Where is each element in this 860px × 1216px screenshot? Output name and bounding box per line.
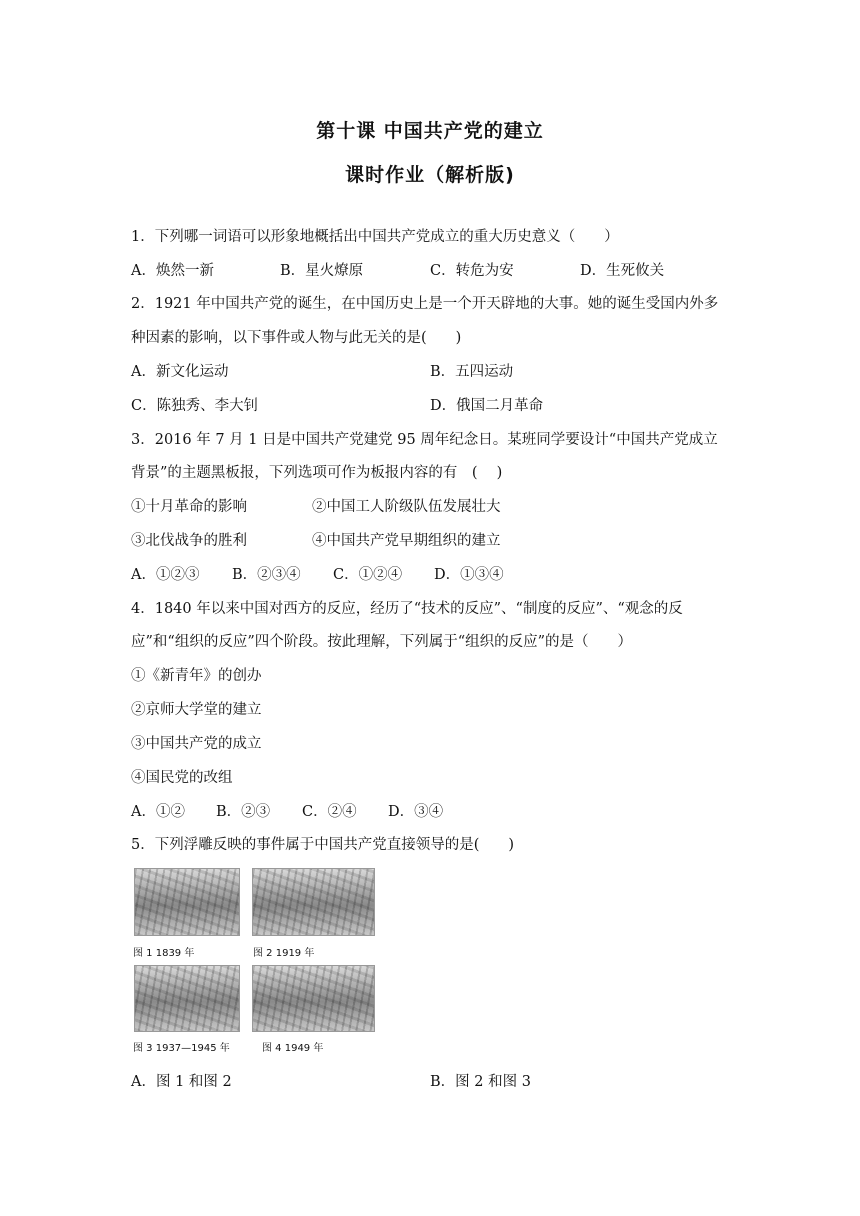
question-4-item-1: ①《新青年》的创办 <box>131 668 262 684</box>
figure-caption-2: 图 2 1919 年 <box>253 948 315 959</box>
question-1-option-b: B．星火燎原 <box>280 263 364 279</box>
relief-image-2 <box>252 868 375 936</box>
question-4-option-a: A．①② <box>131 804 185 820</box>
question-3-item-1: ①十月革命的影响 <box>131 499 247 515</box>
question-3-item-3: ③北伐战争的胜利 <box>131 533 247 549</box>
question-5-option-a: A．图 1 和图 2 <box>131 1074 232 1090</box>
page-title: 第十课 中国共产党的建立 <box>316 120 544 142</box>
figure-caption-4: 图 4 1949 年 <box>262 1043 324 1054</box>
question-3-option-a: A．①②③ <box>131 567 200 583</box>
question-2-option-d: D．俄国二月革命 <box>430 398 544 414</box>
figure-caption-3: 图 3 1937—1945 年 <box>133 1043 230 1054</box>
question-2-stem-line-2: 种因素的影响，以下事件或人物与此无关的是( ) <box>131 330 462 346</box>
question-3-option-d: D．①③④ <box>434 567 504 583</box>
question-4-option-d: D．③④ <box>388 804 444 820</box>
question-5-option-b: B．图 2 和图 3 <box>430 1074 531 1090</box>
question-4-option-c: C．②④ <box>302 804 357 820</box>
relief-image-3 <box>134 965 240 1032</box>
question-3-item-4: ④中国共产党早期组织的建立 <box>312 533 501 549</box>
question-3-option-b: B．②③④ <box>232 567 301 583</box>
relief-image-1 <box>134 868 240 936</box>
question-4-item-2: ②京师大学堂的建立 <box>131 702 262 718</box>
question-3-option-c: C．①②④ <box>333 567 403 583</box>
question-2-option-a: A．新文化运动 <box>131 364 229 380</box>
question-2-option-b: B．五四运动 <box>430 364 514 380</box>
question-3-item-2: ②中国工人阶级队伍发展壮大 <box>312 499 501 515</box>
question-3-stem-line-1: 3．2016 年 7 月 1 日是中国共产党建党 95 周年纪念日。某班同学要设计“中国共产党成立 <box>131 432 718 448</box>
question-1-stem: 1．下列哪一词语可以形象地概括出中国共产党成立的重大历史意义（ ） <box>131 229 619 245</box>
question-4-stem-line-1: 4．1840 年以来中国对西方的反应，经历了“技术的反应”、“制度的反应”、“观念的反 <box>131 601 683 617</box>
question-1-option-c: C．转危为安 <box>430 263 514 279</box>
question-1-option-a: A．焕然一新 <box>131 263 214 279</box>
question-4-item-3: ③中国共产党的成立 <box>131 736 262 752</box>
question-4-item-4: ④国民党的改组 <box>131 770 233 786</box>
question-4-option-b: B．②③ <box>216 804 271 820</box>
question-1-option-d: D．生死攸关 <box>580 263 665 279</box>
question-4-stem-line-2: 应”和“组织的反应”四个阶段。按此理解，下列属于“组织的反应”的是（ ） <box>131 634 633 650</box>
figure-caption-1: 图 1 1839 年 <box>133 948 195 959</box>
question-2-stem-line-1: 2．1921 年中国共产党的诞生，在中国历史上是一个开天辟地的大事。她的诞生受国内外多 <box>131 296 719 312</box>
question-3-stem-line-2: 背景”的主题黑板报，下列选项可作为板报内容的有 ( ) <box>131 465 503 481</box>
relief-image-4 <box>252 965 375 1032</box>
page-subtitle: 课时作业（解析版) <box>345 164 515 186</box>
question-2-option-c: C．陈独秀、李大钊 <box>131 398 259 414</box>
question-5-stem: 5．下列浮雕反映的事件属于中国共产党直接领导的是( ) <box>131 837 515 853</box>
